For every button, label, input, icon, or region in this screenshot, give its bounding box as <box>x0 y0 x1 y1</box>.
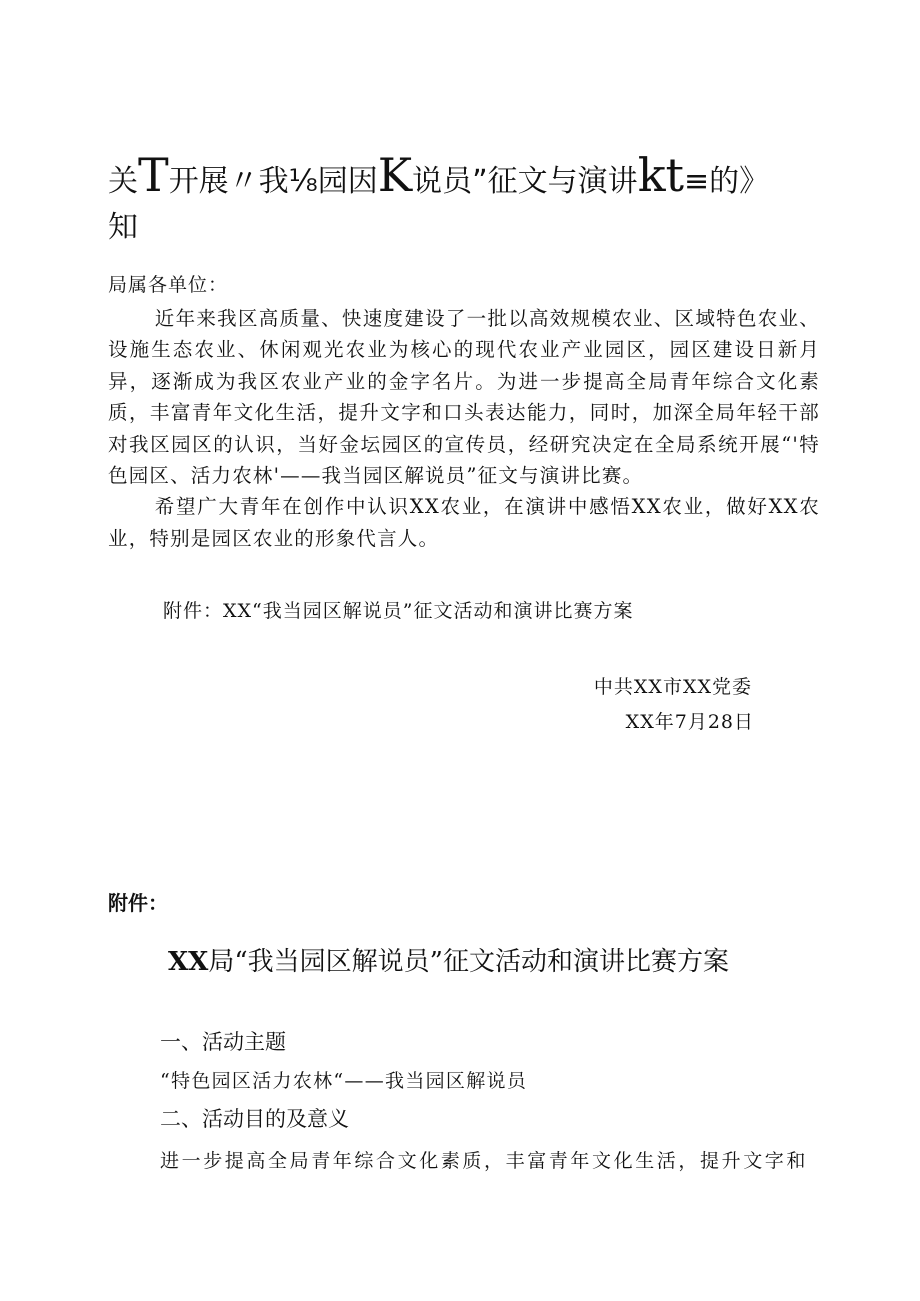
title-part-1: 关 <box>108 164 138 199</box>
addressee: 局属各单位： <box>108 274 229 296</box>
notice-title <box>108 148 848 251</box>
section-heading-2: 二、活动目的及意义 <box>160 1107 349 1131</box>
body-paragraph-1: 近年来我区高质量、快速度建设了一批以高效规模农业、区域特色农业、设施生态农业、休闲观光农业为核心的现代农业产业园区，园区建设日新月异，逐渐成为我区农业产业的金字名片。为进一步提高全局青年综合文化素质，丰富青年文化生活，提升文字和口头表达能力，同时，加深全局年轻干部对我区园区的认识，当好金坛园区的宣传员，经研究决定在全局系统开展“'特色园区、活力农林'——我当园区解说员”征文与演讲比赛。 <box>108 307 820 488</box>
section-heading-1: 一、活动主题 <box>160 1030 286 1054</box>
attachment-label: 附件： <box>108 891 168 915</box>
signature-block <box>594 670 752 740</box>
title-part-8: 知 <box>108 210 138 245</box>
title-part-2: T <box>138 148 169 202</box>
attachment-title <box>168 944 729 980</box>
attachment-note: 附件：XX“我当园区解说员”征文活动和演讲比赛方案 <box>163 600 634 622</box>
signature-org: 中共XX市XX党委 <box>593 676 752 698</box>
title-part-3: 开展〃我⅛园因 <box>168 164 378 199</box>
section-text-1: “特色园区活力农林“——我当园区解说员 <box>160 1070 528 1092</box>
title-part-7: ≡的》 <box>684 164 770 199</box>
attachment-title-prefix: XX <box>168 947 209 977</box>
notice-body <box>108 303 820 554</box>
section-text-2: 进一步提高全局青年综合文化素质，丰富青年文化生活，提升文字和 <box>160 1150 809 1172</box>
attachment-title-rest: 局“我当园区解说员”征文活动和演讲比赛方案 <box>208 947 729 977</box>
title-part-6: kt <box>637 148 685 202</box>
signature-date: XX年7月28日 <box>625 711 754 733</box>
title-part-4: K <box>377 148 413 202</box>
body-paragraph-2: 希望广大青年在创作中认识XX农业，在演讲中感悟XX农业，做好XX农业，特别是园区农业的形象代言人。 <box>108 495 820 550</box>
title-part-5: 说员”征文与演讲 <box>412 164 638 199</box>
